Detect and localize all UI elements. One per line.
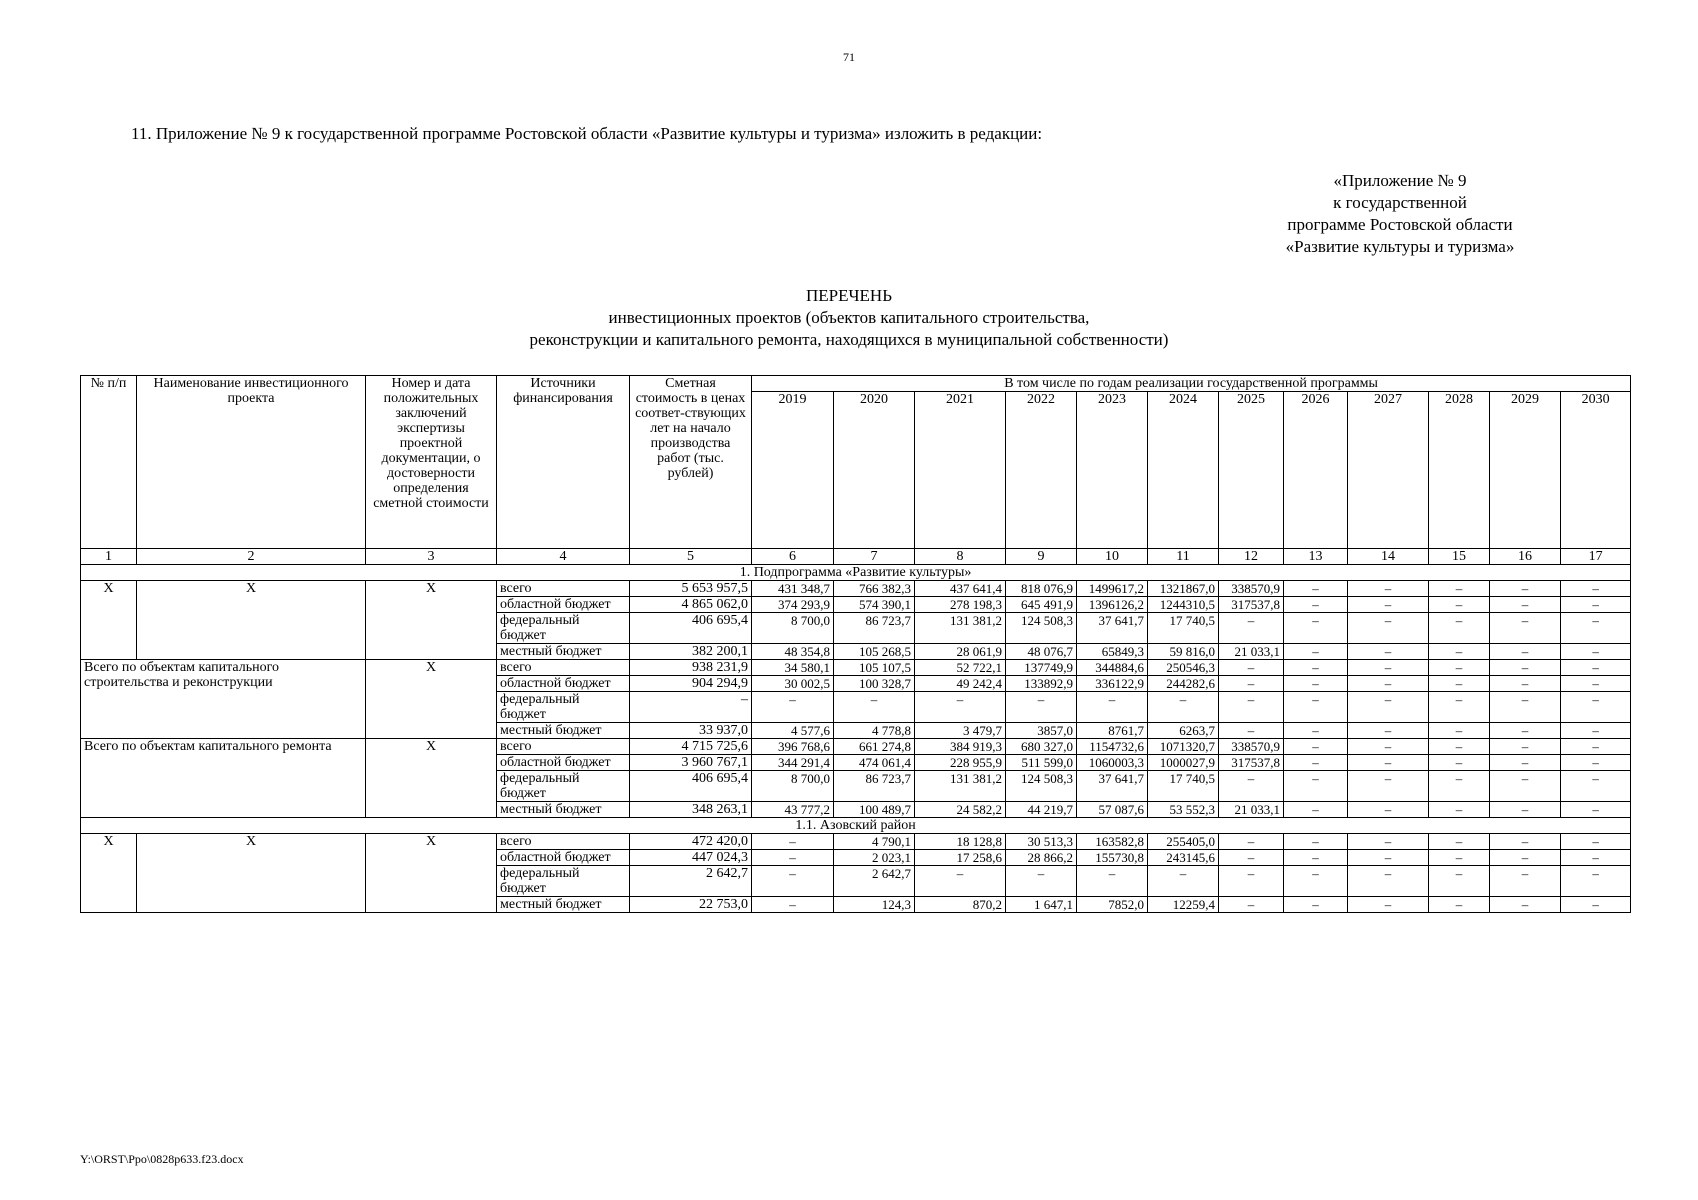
year-value-cell: 250546,3 xyxy=(1148,660,1219,676)
estimated-cost-cell: 406 695,4 xyxy=(630,613,752,644)
document-title xyxy=(0,285,1698,351)
year-value-cell: – xyxy=(1429,771,1490,802)
year-value-cell: – xyxy=(1429,613,1490,644)
projects-table-wrapper xyxy=(80,375,1620,913)
row-number-cell: X xyxy=(81,834,137,913)
year-value-cell: – xyxy=(1490,581,1561,597)
year-value-cell: 17 740,5 xyxy=(1148,771,1219,802)
year-value-cell: 574 390,1 xyxy=(834,597,915,613)
year-value-cell: 228 955,9 xyxy=(915,755,1006,771)
year-value-cell: – xyxy=(1219,660,1284,676)
year-value-cell: 30 002,5 xyxy=(752,676,834,692)
year-value-cell: 21 033,1 xyxy=(1219,644,1284,660)
year-value-cell: – xyxy=(915,692,1006,723)
header-name: Наименование инвестиционного проекта xyxy=(137,376,366,549)
year-value-cell: 163582,8 xyxy=(1077,834,1148,850)
page-number: 71 xyxy=(843,50,855,64)
year-value-cell: 344 291,4 xyxy=(752,755,834,771)
year-value-cell: – xyxy=(1429,802,1490,818)
year-value-cell: 37 641,7 xyxy=(1077,771,1148,802)
column-numbers-row xyxy=(81,549,1631,565)
year-value-cell: – xyxy=(1284,834,1348,850)
year-value-cell: 384 919,3 xyxy=(915,739,1006,755)
estimated-cost-cell: 904 294,9 xyxy=(630,676,752,692)
row-number-cell: X xyxy=(81,581,137,660)
year-value-cell: – xyxy=(1561,644,1631,660)
year-value-cell: – xyxy=(1348,834,1429,850)
column-number: 11 xyxy=(1148,549,1219,565)
intro-text: 11. Приложение № 9 к государственной программе Ростовской области «Развитие культуры и туризма» изложить в редакции: xyxy=(131,124,1043,143)
year-value-cell: – xyxy=(1284,739,1348,755)
expertise-cell: X xyxy=(366,581,497,660)
year-value-cell: 2 642,7 xyxy=(834,866,915,897)
column-number: 10 xyxy=(1077,549,1148,565)
year-value-cell: – xyxy=(1219,676,1284,692)
header-cost: Сметная стоимость в ценах соответ-ствующих лет на начало производства работ (тыс. рублей) xyxy=(630,376,752,549)
funding-source-cell: федеральный бюджет xyxy=(497,613,630,644)
funding-source-cell: областной бюджет xyxy=(497,755,630,771)
column-number: 13 xyxy=(1284,549,1348,565)
year-value-cell: – xyxy=(1284,613,1348,644)
section-header-row xyxy=(81,565,1631,581)
year-value-cell: 4 577,6 xyxy=(752,723,834,739)
year-value-cell: – xyxy=(1429,755,1490,771)
year-value-cell: 474 061,4 xyxy=(834,755,915,771)
year-value-cell: 1000027,9 xyxy=(1148,755,1219,771)
year-value-cell: – xyxy=(1429,692,1490,723)
year-value-cell: 278 198,3 xyxy=(915,597,1006,613)
year-value-cell: 437 641,4 xyxy=(915,581,1006,597)
year-value-cell: 1 647,1 xyxy=(1006,897,1077,913)
year-value-cell: – xyxy=(1561,897,1631,913)
year-value-cell: – xyxy=(1348,660,1429,676)
year-value-cell: 3 479,7 xyxy=(915,723,1006,739)
year-value-cell: 105 107,5 xyxy=(834,660,915,676)
year-value-cell: – xyxy=(752,850,834,866)
year-value-cell: 7852,0 xyxy=(1077,897,1148,913)
year-value-cell: – xyxy=(1284,850,1348,866)
year-value-cell: 18 128,8 xyxy=(915,834,1006,850)
header-expertise: Номер и дата положительных заключений экспертизы проектной документации, о достоверности определения сметной стоимости xyxy=(366,376,497,549)
year-value-cell: – xyxy=(1348,897,1429,913)
header-year: 2022 xyxy=(1006,392,1077,549)
year-value-cell: – xyxy=(1348,739,1429,755)
year-value-cell: 17 258,6 xyxy=(915,850,1006,866)
year-value-cell: – xyxy=(1348,676,1429,692)
year-value-cell: – xyxy=(1561,660,1631,676)
year-value-cell: – xyxy=(1348,850,1429,866)
year-value-cell: – xyxy=(1348,644,1429,660)
year-value-cell: – xyxy=(1348,613,1429,644)
year-value-cell: – xyxy=(1490,692,1561,723)
funding-source-cell: федеральный бюджет xyxy=(497,692,630,723)
appendix-line: «Приложение № 9 xyxy=(1333,171,1467,190)
year-value-cell: 100 489,7 xyxy=(834,802,915,818)
year-value-cell: – xyxy=(1284,644,1348,660)
appendix-line: к государственной xyxy=(1333,193,1467,212)
year-value-cell: – xyxy=(1490,613,1561,644)
year-value-cell: – xyxy=(1561,866,1631,897)
year-value-cell: – xyxy=(1284,771,1348,802)
title-line: ПЕРЕЧЕНЬ xyxy=(806,286,892,305)
year-value-cell: 59 816,0 xyxy=(1148,644,1219,660)
year-value-cell: – xyxy=(1561,850,1631,866)
expertise-cell: X xyxy=(366,834,497,913)
year-value-cell: – xyxy=(1348,597,1429,613)
year-value-cell: – xyxy=(1148,866,1219,897)
year-value-cell: – xyxy=(1429,676,1490,692)
estimated-cost-cell: 3 960 767,1 xyxy=(630,755,752,771)
funding-source-cell: местный бюджет xyxy=(497,723,630,739)
year-value-cell: – xyxy=(1284,755,1348,771)
year-value-cell: 680 327,0 xyxy=(1006,739,1077,755)
year-value-cell: – xyxy=(1561,739,1631,755)
year-value-cell: – xyxy=(915,866,1006,897)
year-value-cell: – xyxy=(1219,771,1284,802)
funding-source-cell: областной бюджет xyxy=(497,850,630,866)
year-value-cell: – xyxy=(1490,834,1561,850)
funding-source-cell: федеральный бюджет xyxy=(497,866,630,897)
year-value-cell: – xyxy=(1148,692,1219,723)
estimated-cost-cell: 22 753,0 xyxy=(630,897,752,913)
year-value-cell: – xyxy=(1429,834,1490,850)
year-value-cell: – xyxy=(1429,739,1490,755)
expertise-cell: X xyxy=(366,739,497,818)
estimated-cost-cell: 472 420,0 xyxy=(630,834,752,850)
year-value-cell: – xyxy=(1429,866,1490,897)
estimated-cost-cell: 2 642,7 xyxy=(630,866,752,897)
year-value-cell: 86 723,7 xyxy=(834,771,915,802)
funding-source-cell: местный бюджет xyxy=(497,644,630,660)
year-value-cell: – xyxy=(1348,755,1429,771)
funding-source-cell: федеральный бюджет xyxy=(497,771,630,802)
year-value-cell: – xyxy=(1561,613,1631,644)
year-value-cell: 86 723,7 xyxy=(834,613,915,644)
year-value-cell: 3857,0 xyxy=(1006,723,1077,739)
year-value-cell: – xyxy=(1490,723,1561,739)
year-value-cell: 344884,6 xyxy=(1077,660,1148,676)
table-row xyxy=(81,739,1631,755)
funding-source-cell: местный бюджет xyxy=(497,802,630,818)
year-value-cell: 48 076,7 xyxy=(1006,644,1077,660)
appendix-line: «Развитие культуры и туризма» xyxy=(1285,237,1515,256)
year-value-cell: 317537,8 xyxy=(1219,597,1284,613)
year-value-cell: – xyxy=(1006,692,1077,723)
year-value-cell: 1154732,6 xyxy=(1077,739,1148,755)
estimated-cost-cell: 447 024,3 xyxy=(630,850,752,866)
year-value-cell: – xyxy=(1348,802,1429,818)
header-year: 2027 xyxy=(1348,392,1429,549)
estimated-cost-cell: 382 200,1 xyxy=(630,644,752,660)
funding-source-cell: областной бюджет xyxy=(497,597,630,613)
table-body xyxy=(81,565,1631,913)
year-value-cell: – xyxy=(1561,834,1631,850)
header-num: № п/п xyxy=(81,376,137,549)
column-number: 14 xyxy=(1348,549,1429,565)
year-value-cell: – xyxy=(1284,897,1348,913)
year-value-cell: – xyxy=(1284,723,1348,739)
year-value-cell: – xyxy=(1348,581,1429,597)
year-value-cell: 43 777,2 xyxy=(752,802,834,818)
year-value-cell: 8 700,0 xyxy=(752,771,834,802)
estimated-cost-cell: 406 695,4 xyxy=(630,771,752,802)
header-year: 2026 xyxy=(1284,392,1348,549)
year-value-cell: – xyxy=(1284,581,1348,597)
year-value-cell: – xyxy=(1561,723,1631,739)
funding-source-cell: областной бюджет xyxy=(497,676,630,692)
year-value-cell: 124 508,3 xyxy=(1006,613,1077,644)
year-value-cell: 8 700,0 xyxy=(752,613,834,644)
year-value-cell: 645 491,9 xyxy=(1006,597,1077,613)
year-value-cell: – xyxy=(1429,644,1490,660)
column-number: 6 xyxy=(752,549,834,565)
project-name-cell: X xyxy=(137,834,366,913)
section-title: 1.1. Азовский район xyxy=(81,818,1631,834)
year-value-cell: 21 033,1 xyxy=(1219,802,1284,818)
year-value-cell: 818 076,9 xyxy=(1006,581,1077,597)
year-value-cell: – xyxy=(1348,771,1429,802)
header-year: 2029 xyxy=(1490,392,1561,549)
year-value-cell: 1071320,7 xyxy=(1148,739,1219,755)
year-value-cell: 6263,7 xyxy=(1148,723,1219,739)
year-value-cell: – xyxy=(1561,802,1631,818)
year-value-cell: 131 381,2 xyxy=(915,613,1006,644)
header-year: 2023 xyxy=(1077,392,1148,549)
year-value-cell: 4 778,8 xyxy=(834,723,915,739)
year-value-cell: – xyxy=(1490,676,1561,692)
estimated-cost-cell: 938 231,9 xyxy=(630,660,752,676)
year-value-cell: – xyxy=(1490,897,1561,913)
title-line: инвестиционных проектов (объектов капитального строительства, xyxy=(608,308,1090,327)
year-value-cell: – xyxy=(834,692,915,723)
year-value-cell: 17 740,5 xyxy=(1148,613,1219,644)
column-number: 4 xyxy=(497,549,630,565)
year-value-cell: – xyxy=(1284,866,1348,897)
year-value-cell: 57 087,6 xyxy=(1077,802,1148,818)
column-number: 7 xyxy=(834,549,915,565)
table-row xyxy=(81,581,1631,597)
year-value-cell: 155730,8 xyxy=(1077,850,1148,866)
section-title: 1. Подпрограмма «Развитие культуры» xyxy=(81,565,1631,581)
year-value-cell: – xyxy=(1219,692,1284,723)
year-value-cell: 2 023,1 xyxy=(834,850,915,866)
year-value-cell: 374 293,9 xyxy=(752,597,834,613)
year-value-cell: – xyxy=(1429,850,1490,866)
column-number: 16 xyxy=(1490,549,1561,565)
year-value-cell: – xyxy=(752,834,834,850)
header-year: 2028 xyxy=(1429,392,1490,549)
section-header-row xyxy=(81,818,1631,834)
year-value-cell: – xyxy=(1429,581,1490,597)
year-value-cell: 133892,9 xyxy=(1006,676,1077,692)
year-value-cell: 34 580,1 xyxy=(752,660,834,676)
header-source: Источники финансирования xyxy=(497,376,630,549)
header-year: 2020 xyxy=(834,392,915,549)
year-value-cell: – xyxy=(1490,866,1561,897)
expertise-cell: X xyxy=(366,660,497,739)
column-number: 8 xyxy=(915,549,1006,565)
year-value-cell: 28 061,9 xyxy=(915,644,1006,660)
year-value-cell: 24 582,2 xyxy=(915,802,1006,818)
year-value-cell: 124,3 xyxy=(834,897,915,913)
year-value-cell: 4 790,1 xyxy=(834,834,915,850)
column-number: 5 xyxy=(630,549,752,565)
title-line: реконструкции и капитального ремонта, находящихся в муниципальной собственности) xyxy=(529,330,1169,349)
funding-source-cell: всего xyxy=(497,660,630,676)
funding-source-cell: всего xyxy=(497,581,630,597)
year-value-cell: 100 328,7 xyxy=(834,676,915,692)
year-value-cell: – xyxy=(1284,676,1348,692)
year-value-cell: 1499617,2 xyxy=(1077,581,1148,597)
year-value-cell: – xyxy=(1429,723,1490,739)
estimated-cost-cell: 5 653 957,5 xyxy=(630,581,752,597)
year-value-cell: 48 354,8 xyxy=(752,644,834,660)
appendix-line: программе Ростовской области xyxy=(1287,215,1513,234)
year-value-cell: – xyxy=(1077,692,1148,723)
year-value-cell: – xyxy=(1219,613,1284,644)
column-number: 12 xyxy=(1219,549,1284,565)
year-value-cell: – xyxy=(1429,660,1490,676)
year-value-cell: 1244310,5 xyxy=(1148,597,1219,613)
year-value-cell: 661 274,8 xyxy=(834,739,915,755)
year-value-cell: – xyxy=(752,897,834,913)
funding-source-cell: всего xyxy=(497,739,630,755)
year-value-cell: – xyxy=(1219,834,1284,850)
year-value-cell: – xyxy=(1490,802,1561,818)
year-value-cell: 431 348,7 xyxy=(752,581,834,597)
column-number: 15 xyxy=(1429,549,1490,565)
year-value-cell: – xyxy=(1490,850,1561,866)
year-value-cell: 317537,8 xyxy=(1219,755,1284,771)
year-value-cell: – xyxy=(752,692,834,723)
year-value-cell: – xyxy=(1348,866,1429,897)
appendix-header xyxy=(1200,170,1600,258)
year-value-cell: – xyxy=(1219,897,1284,913)
column-number: 3 xyxy=(366,549,497,565)
funding-source-cell: местный бюджет xyxy=(497,897,630,913)
year-value-cell: 1060003,3 xyxy=(1077,755,1148,771)
header-year: 2030 xyxy=(1561,392,1631,549)
year-value-cell: 338570,9 xyxy=(1219,581,1284,597)
year-value-cell: – xyxy=(1219,850,1284,866)
estimated-cost-cell: 348 263,1 xyxy=(630,802,752,818)
project-name-cell: Всего по объектам капитального ремонта xyxy=(81,739,366,818)
year-value-cell: – xyxy=(1490,644,1561,660)
year-value-cell: 28 866,2 xyxy=(1006,850,1077,866)
year-value-cell: 124 508,3 xyxy=(1006,771,1077,802)
year-value-cell: 105 268,5 xyxy=(834,644,915,660)
year-value-cell: – xyxy=(752,866,834,897)
year-value-cell: – xyxy=(1077,866,1148,897)
projects-table xyxy=(80,375,1631,913)
year-value-cell: – xyxy=(1561,692,1631,723)
year-value-cell: – xyxy=(1490,771,1561,802)
year-value-cell: – xyxy=(1006,866,1077,897)
estimated-cost-cell: – xyxy=(630,692,752,723)
funding-source-cell: всего xyxy=(497,834,630,850)
year-value-cell: – xyxy=(1490,755,1561,771)
estimated-cost-cell: 4 715 725,6 xyxy=(630,739,752,755)
file-path-footer: Y:\ORST\Ppo\0828p633.f23.docx xyxy=(80,1152,244,1166)
year-value-cell: – xyxy=(1490,739,1561,755)
table-row xyxy=(81,660,1631,676)
year-value-cell: 12259,4 xyxy=(1148,897,1219,913)
year-value-cell: 137749,9 xyxy=(1006,660,1077,676)
year-value-cell: – xyxy=(1429,897,1490,913)
year-value-cell: – xyxy=(1561,771,1631,802)
year-value-cell: – xyxy=(1284,660,1348,676)
year-value-cell: 52 722,1 xyxy=(915,660,1006,676)
year-value-cell: 244282,6 xyxy=(1148,676,1219,692)
column-number: 2 xyxy=(137,549,366,565)
year-value-cell: 396 768,6 xyxy=(752,739,834,755)
year-value-cell: 65849,3 xyxy=(1077,644,1148,660)
year-value-cell: 766 382,3 xyxy=(834,581,915,597)
column-number: 9 xyxy=(1006,549,1077,565)
header-year: 2024 xyxy=(1148,392,1219,549)
year-value-cell: – xyxy=(1490,660,1561,676)
year-value-cell: 37 641,7 xyxy=(1077,613,1148,644)
year-value-cell: 243145,6 xyxy=(1148,850,1219,866)
column-number: 17 xyxy=(1561,549,1631,565)
year-value-cell: – xyxy=(1429,597,1490,613)
year-value-cell: – xyxy=(1561,676,1631,692)
year-value-cell: 255405,0 xyxy=(1148,834,1219,850)
year-value-cell: 1396126,2 xyxy=(1077,597,1148,613)
year-value-cell: 1321867,0 xyxy=(1148,581,1219,597)
header-year: 2025 xyxy=(1219,392,1284,549)
year-value-cell: – xyxy=(1490,597,1561,613)
year-value-cell: – xyxy=(1284,692,1348,723)
header-year: 2021 xyxy=(915,392,1006,549)
year-value-cell: 511 599,0 xyxy=(1006,755,1077,771)
year-value-cell: – xyxy=(1348,723,1429,739)
year-value-cell: 336122,9 xyxy=(1077,676,1148,692)
estimated-cost-cell: 4 865 062,0 xyxy=(630,597,752,613)
year-value-cell: 8761,7 xyxy=(1077,723,1148,739)
header-years-group: В том числе по годам реализации государственной программы xyxy=(752,376,1631,392)
year-value-cell: 49 242,4 xyxy=(915,676,1006,692)
project-name-cell: X xyxy=(137,581,366,660)
table-row xyxy=(81,834,1631,850)
header-year: 2019 xyxy=(752,392,834,549)
project-name-cell: Всего по объектам капитального строительства и реконструкции xyxy=(81,660,366,739)
year-value-cell: – xyxy=(1561,755,1631,771)
year-value-cell: – xyxy=(1284,802,1348,818)
column-number: 1 xyxy=(81,549,137,565)
year-value-cell: – xyxy=(1219,723,1284,739)
year-value-cell: – xyxy=(1561,597,1631,613)
year-value-cell: 44 219,7 xyxy=(1006,802,1077,818)
year-value-cell: – xyxy=(1219,866,1284,897)
year-value-cell: 131 381,2 xyxy=(915,771,1006,802)
year-value-cell: – xyxy=(1561,581,1631,597)
year-value-cell: – xyxy=(1284,597,1348,613)
year-value-cell: 30 513,3 xyxy=(1006,834,1077,850)
estimated-cost-cell: 33 937,0 xyxy=(630,723,752,739)
year-value-cell: 53 552,3 xyxy=(1148,802,1219,818)
year-value-cell: 338570,9 xyxy=(1219,739,1284,755)
year-value-cell: 870,2 xyxy=(915,897,1006,913)
year-value-cell: – xyxy=(1348,692,1429,723)
